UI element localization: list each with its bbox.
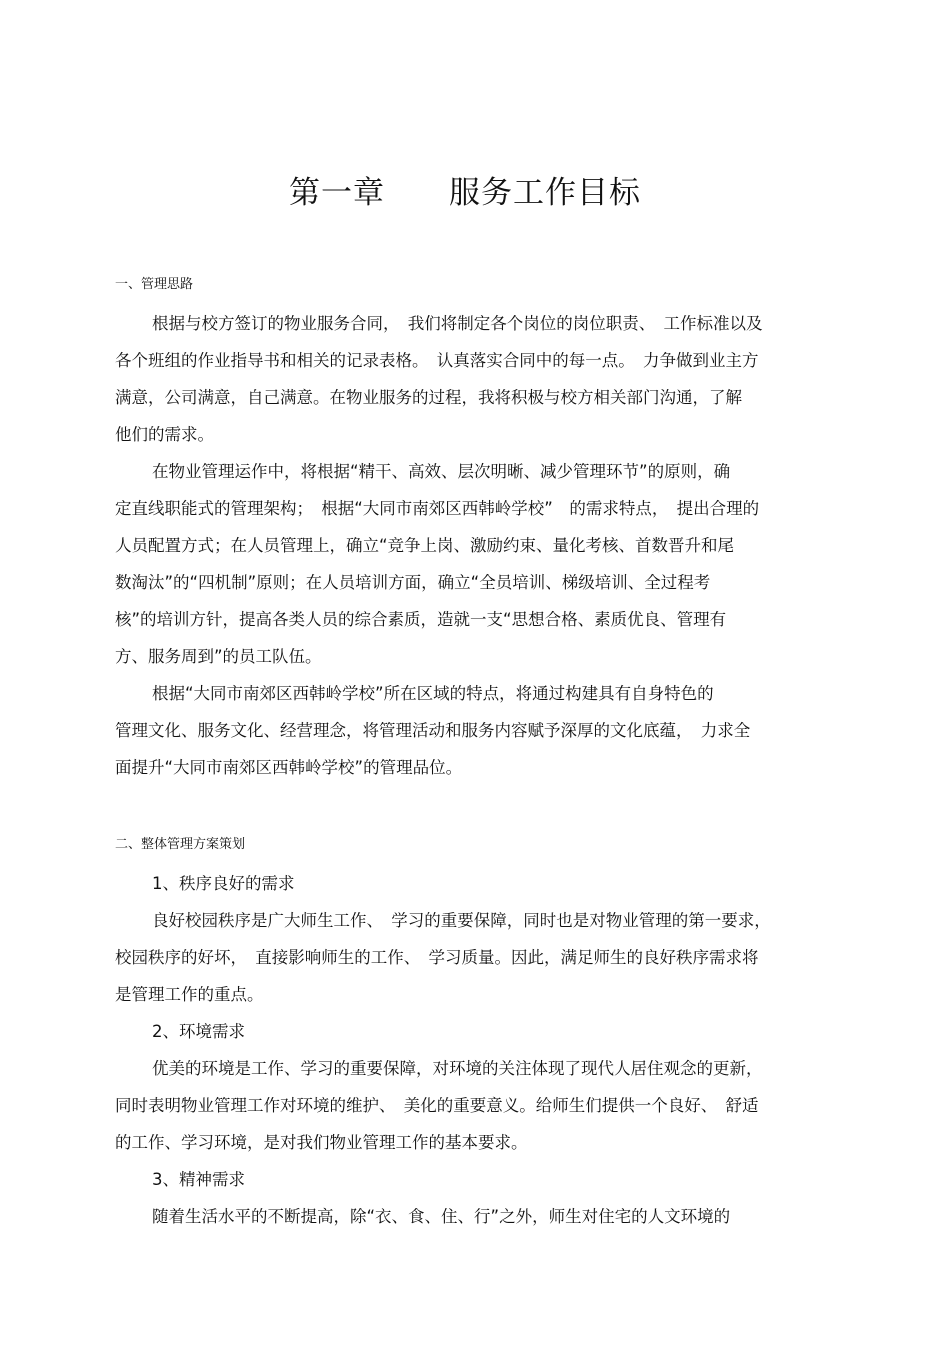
paragraph-line: 随着生活水平的不断提高，除“衣、食、住、行”之外，师生对住宅的人文环境的: [152, 1207, 731, 1226]
paragraph-line: 方、服务周到”的员工队伍。: [115, 647, 322, 666]
paragraph-line: 各个班组的作业指导书和相关的记录表格。 认真落实合同中的每一点。 力争做到业主方: [115, 351, 759, 370]
paragraph-line: 满意，公司满意，自己满意。在物业服务的过程，我将积极与校方相关部门沟通，了解: [115, 388, 742, 407]
paragraph-line: 管理文化、服务文化、经营理念，将管理活动和服务内容赋予深厚的文化底蕴， 力求全: [115, 721, 751, 740]
paragraph-line: 核”的培训方针，提高各类人员的综合素质，造就一支“思想合格、素质优良、管理有: [115, 610, 727, 629]
paragraph-line: 定直线职能式的管理架构； 根据“大同市南郊区西韩岭学校” 的需求特点， 提出合理的: [115, 499, 760, 518]
paragraph-line: 人员配置方式；在人员管理上，确立“竞争上岗、激励约束、量化考核、首数晋升和尾: [115, 536, 735, 555]
chapter-title: 第一章 服务工作目标: [289, 175, 641, 211]
paragraph-line: 根据与校方签订的物业服务合同， 我们将制定各个岗位的岗位职责、 工作标准以及: [152, 314, 763, 333]
paragraph-line: 优美的环境是工作、学习的重要保障，对环境的关注体现了现代人居住观念的更新，: [152, 1059, 763, 1078]
subsection-heading: 2、环境需求: [152, 1022, 245, 1041]
paragraph-line: 的工作、学习环境，是对我们物业管理工作的基本要求。: [115, 1133, 528, 1152]
paragraph-line: 在物业管理运作中，将根据“精干、高效、层次明晰、减少管理环节”的原则，确: [152, 462, 731, 481]
paragraph-line: 是管理工作的重点。: [115, 985, 264, 1004]
paragraph-line: 他们的需求。: [115, 425, 214, 444]
paragraph-line: 校园秩序的好坏， 直接影响师生的工作、 学习质量。因此，满足师生的良好秩序需求将: [115, 948, 759, 967]
section-heading-overall-plan: 二、整体管理方案策划: [115, 837, 246, 852]
paragraph-line: 良好校园秩序是广大师生工作、 学习的重要保障，同时也是对物业管理的第一要求，: [152, 911, 771, 930]
subsection-heading: 1、秩序良好的需求: [152, 874, 295, 893]
paragraph-line: 数淘汰”的“四机制”原则；在人员培训方面，确立“全员培训、梯级培训、全过程考: [115, 573, 711, 592]
subsection-heading: 3、精神需求: [152, 1170, 245, 1189]
paragraph-line: 同时表明物业管理工作对环境的维护、 美化的重要意义。给师生们提供一个良好、 舒适: [115, 1096, 759, 1115]
section-heading-management-approach: 一、管理思路: [115, 277, 194, 292]
paragraph-line: 根据“大同市南郊区西韩岭学校”所在区域的特点，将通过构建具有自身特色的: [152, 684, 714, 703]
paragraph-line: 面提升“大同市南郊区西韩岭学校”的管理品位。: [115, 758, 463, 777]
